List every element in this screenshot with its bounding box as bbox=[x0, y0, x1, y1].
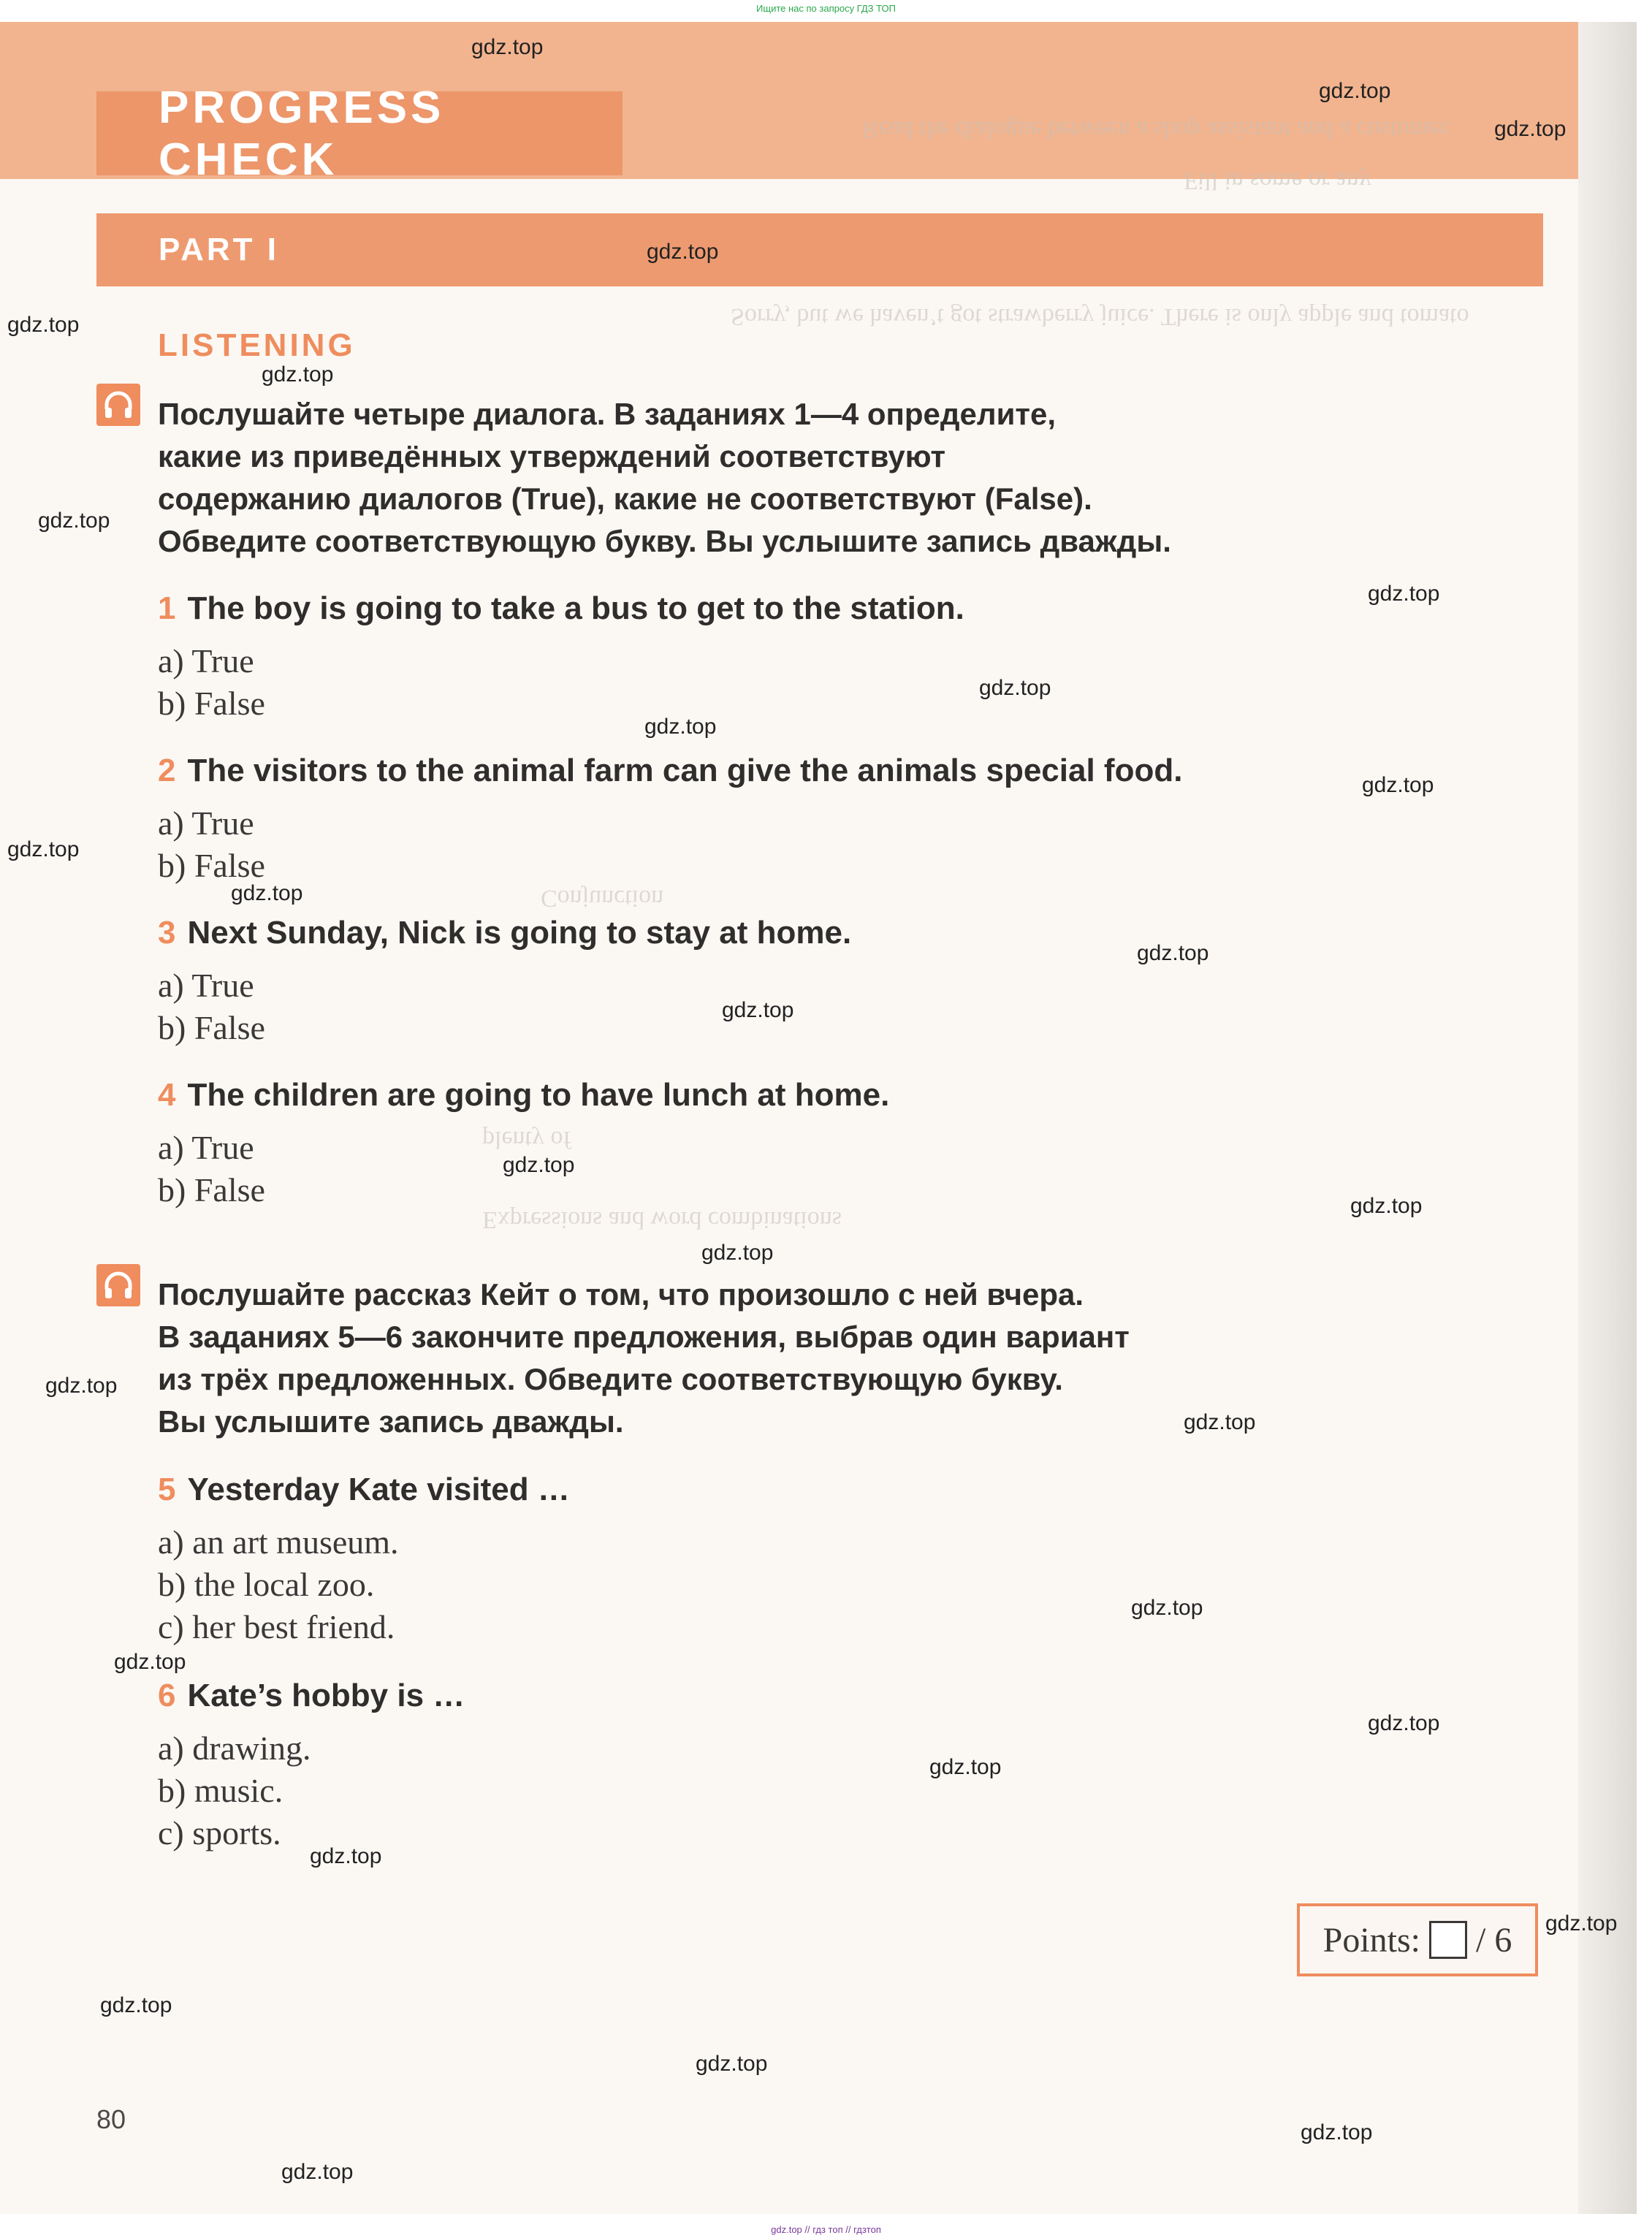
option-c[interactable]: c) her best friend. bbox=[158, 1608, 395, 1645]
headphones-icon bbox=[96, 1264, 140, 1306]
option-a[interactable]: a) True bbox=[158, 804, 254, 842]
question-number: 2 bbox=[158, 753, 176, 788]
watermark: gdz.top bbox=[979, 676, 1051, 700]
points-label: Points: bbox=[1322, 1920, 1421, 1960]
watermark: gdz.top bbox=[1319, 79, 1391, 103]
question-number: 5 bbox=[158, 1472, 176, 1507]
watermark: gdz.top bbox=[1494, 117, 1567, 141]
watermark: gdz.top bbox=[1362, 773, 1434, 797]
question-text: Kate’s hobby is … bbox=[187, 1678, 465, 1713]
question-number: 6 bbox=[158, 1678, 176, 1713]
watermark: gdz.top bbox=[262, 362, 334, 387]
question-1 bbox=[158, 590, 964, 627]
part-header: PART I bbox=[96, 213, 1543, 286]
watermark: gdz.top bbox=[644, 715, 717, 739]
instruction-line: какие из приведённых утверждений соответствуют bbox=[158, 439, 946, 473]
instruction-line: В заданиях 5—6 закончите предложения, выбрав один вариант bbox=[158, 1320, 1130, 1354]
option-c[interactable]: c) sports. bbox=[158, 1814, 281, 1851]
option-b[interactable]: b) the local zoo. bbox=[158, 1566, 375, 1603]
option-a[interactable]: a) True bbox=[158, 1129, 254, 1166]
option-b[interactable]: b) False bbox=[158, 685, 265, 722]
instruction-line: Послушайте рассказ Кейт о том, что произошло с ней вчера. bbox=[158, 1277, 1084, 1312]
instruction-line: Вы услышите запись дважды. bbox=[158, 1404, 624, 1439]
watermark: gdz.top bbox=[45, 1374, 118, 1398]
points-input[interactable] bbox=[1429, 1921, 1467, 1959]
watermark: gdz.top bbox=[696, 2052, 768, 2076]
points-box bbox=[1297, 1903, 1538, 1976]
bleed-through-line: Fill in some or any bbox=[1184, 167, 1371, 194]
instruction-2 bbox=[158, 1274, 1298, 1443]
watermark: gdz.top bbox=[471, 35, 544, 59]
question-2 bbox=[158, 753, 1182, 789]
question-number: 4 bbox=[158, 1077, 176, 1113]
bleed-through-line: plenty of bbox=[482, 1126, 571, 1153]
watermark: gdz.top bbox=[38, 509, 110, 533]
watermark: gdz.top bbox=[1368, 582, 1440, 606]
option-b[interactable]: b) False bbox=[158, 847, 265, 884]
question-text: The visitors to the animal farm can give the animals special food. bbox=[187, 753, 1183, 788]
bleed-through-line: Conjunction bbox=[541, 885, 664, 912]
instruction-1 bbox=[158, 393, 1298, 563]
watermark: gdz.top bbox=[647, 240, 719, 264]
section-title: LISTENING bbox=[158, 327, 356, 363]
watermark: gdz.top bbox=[1184, 1410, 1256, 1434]
page-edge-shadow bbox=[1578, 22, 1637, 2214]
question-5 bbox=[158, 1472, 570, 1508]
watermark: gdz.top bbox=[100, 1993, 172, 2017]
watermark: gdz.top bbox=[1301, 2120, 1373, 2144]
watermark: gdz.top bbox=[1368, 1711, 1440, 1735]
watermark: gdz.top bbox=[929, 1755, 1002, 1779]
watermark: gdz.top bbox=[310, 1844, 382, 1868]
watermark: gdz.top bbox=[1350, 1194, 1423, 1218]
question-number: 3 bbox=[158, 915, 176, 951]
instruction-line: Обведите соответствующую букву. Вы услышите запись дважды. bbox=[158, 524, 1171, 558]
option-a[interactable]: a) an art museum. bbox=[158, 1523, 399, 1561]
top-note: Ищите нас по запросу ГДЗ ТОП bbox=[756, 3, 896, 14]
question-text: Next Sunday, Nick is going to stay at home. bbox=[187, 915, 852, 951]
question-text: The children are going to have lunch at home. bbox=[187, 1077, 890, 1113]
watermark: gdz.top bbox=[503, 1153, 575, 1177]
option-a[interactable]: a) True bbox=[158, 967, 254, 1004]
watermark: gdz.top bbox=[722, 998, 794, 1022]
instruction-line: содержанию диалогов (True), какие не соответствуют (False). bbox=[158, 482, 1092, 516]
question-text: The boy is going to take a bus to get to the station. bbox=[187, 590, 964, 626]
textbook-page bbox=[0, 22, 1637, 2214]
watermark: gdz.top bbox=[114, 1650, 186, 1674]
option-b[interactable]: b) False bbox=[158, 1009, 265, 1046]
option-b[interactable]: b) music. bbox=[158, 1772, 283, 1809]
watermark: gdz.top bbox=[281, 2160, 354, 2184]
bleed-through-line: Sorry, but we haven’t got strawberry juice. There is only apple and tomato bbox=[731, 303, 1469, 330]
question-3 bbox=[158, 915, 851, 951]
instruction-line: из трёх предложенных. Обведите соответствующую букву. bbox=[158, 1362, 1063, 1396]
watermark: gdz.top bbox=[7, 313, 80, 337]
option-a[interactable]: a) True bbox=[158, 642, 254, 680]
question-6 bbox=[158, 1678, 465, 1714]
instruction-line: Послушайте четыре диалога. В заданиях 1—4 определите, bbox=[158, 397, 1056, 431]
watermark: gdz.top bbox=[231, 881, 303, 905]
points-total: / 6 bbox=[1476, 1920, 1512, 1960]
option-a[interactable]: a) drawing. bbox=[158, 1729, 311, 1767]
watermark: gdz.top bbox=[1137, 941, 1209, 965]
progress-check-header: PROGRESS CHECK bbox=[96, 91, 623, 175]
option-b[interactable]: b) False bbox=[158, 1171, 265, 1209]
question-4 bbox=[158, 1077, 889, 1114]
headphones-icon bbox=[96, 384, 140, 426]
bottom-note: gdz.top // гдз топ // гдзтоп bbox=[771, 2224, 881, 2235]
question-number: 1 bbox=[158, 590, 176, 626]
watermark: gdz.top bbox=[1131, 1596, 1203, 1620]
bleed-through-line: Read the dialogue between a shop assistant and a customer. bbox=[862, 116, 1453, 143]
watermark: gdz.top bbox=[1545, 1911, 1618, 1936]
question-text: Yesterday Kate visited … bbox=[187, 1472, 570, 1507]
watermark: gdz.top bbox=[7, 837, 80, 861]
watermark: gdz.top bbox=[701, 1241, 774, 1265]
bleed-through-line: Expressions and word combinations bbox=[482, 1206, 842, 1233]
page-number: 80 bbox=[96, 2104, 126, 2134]
